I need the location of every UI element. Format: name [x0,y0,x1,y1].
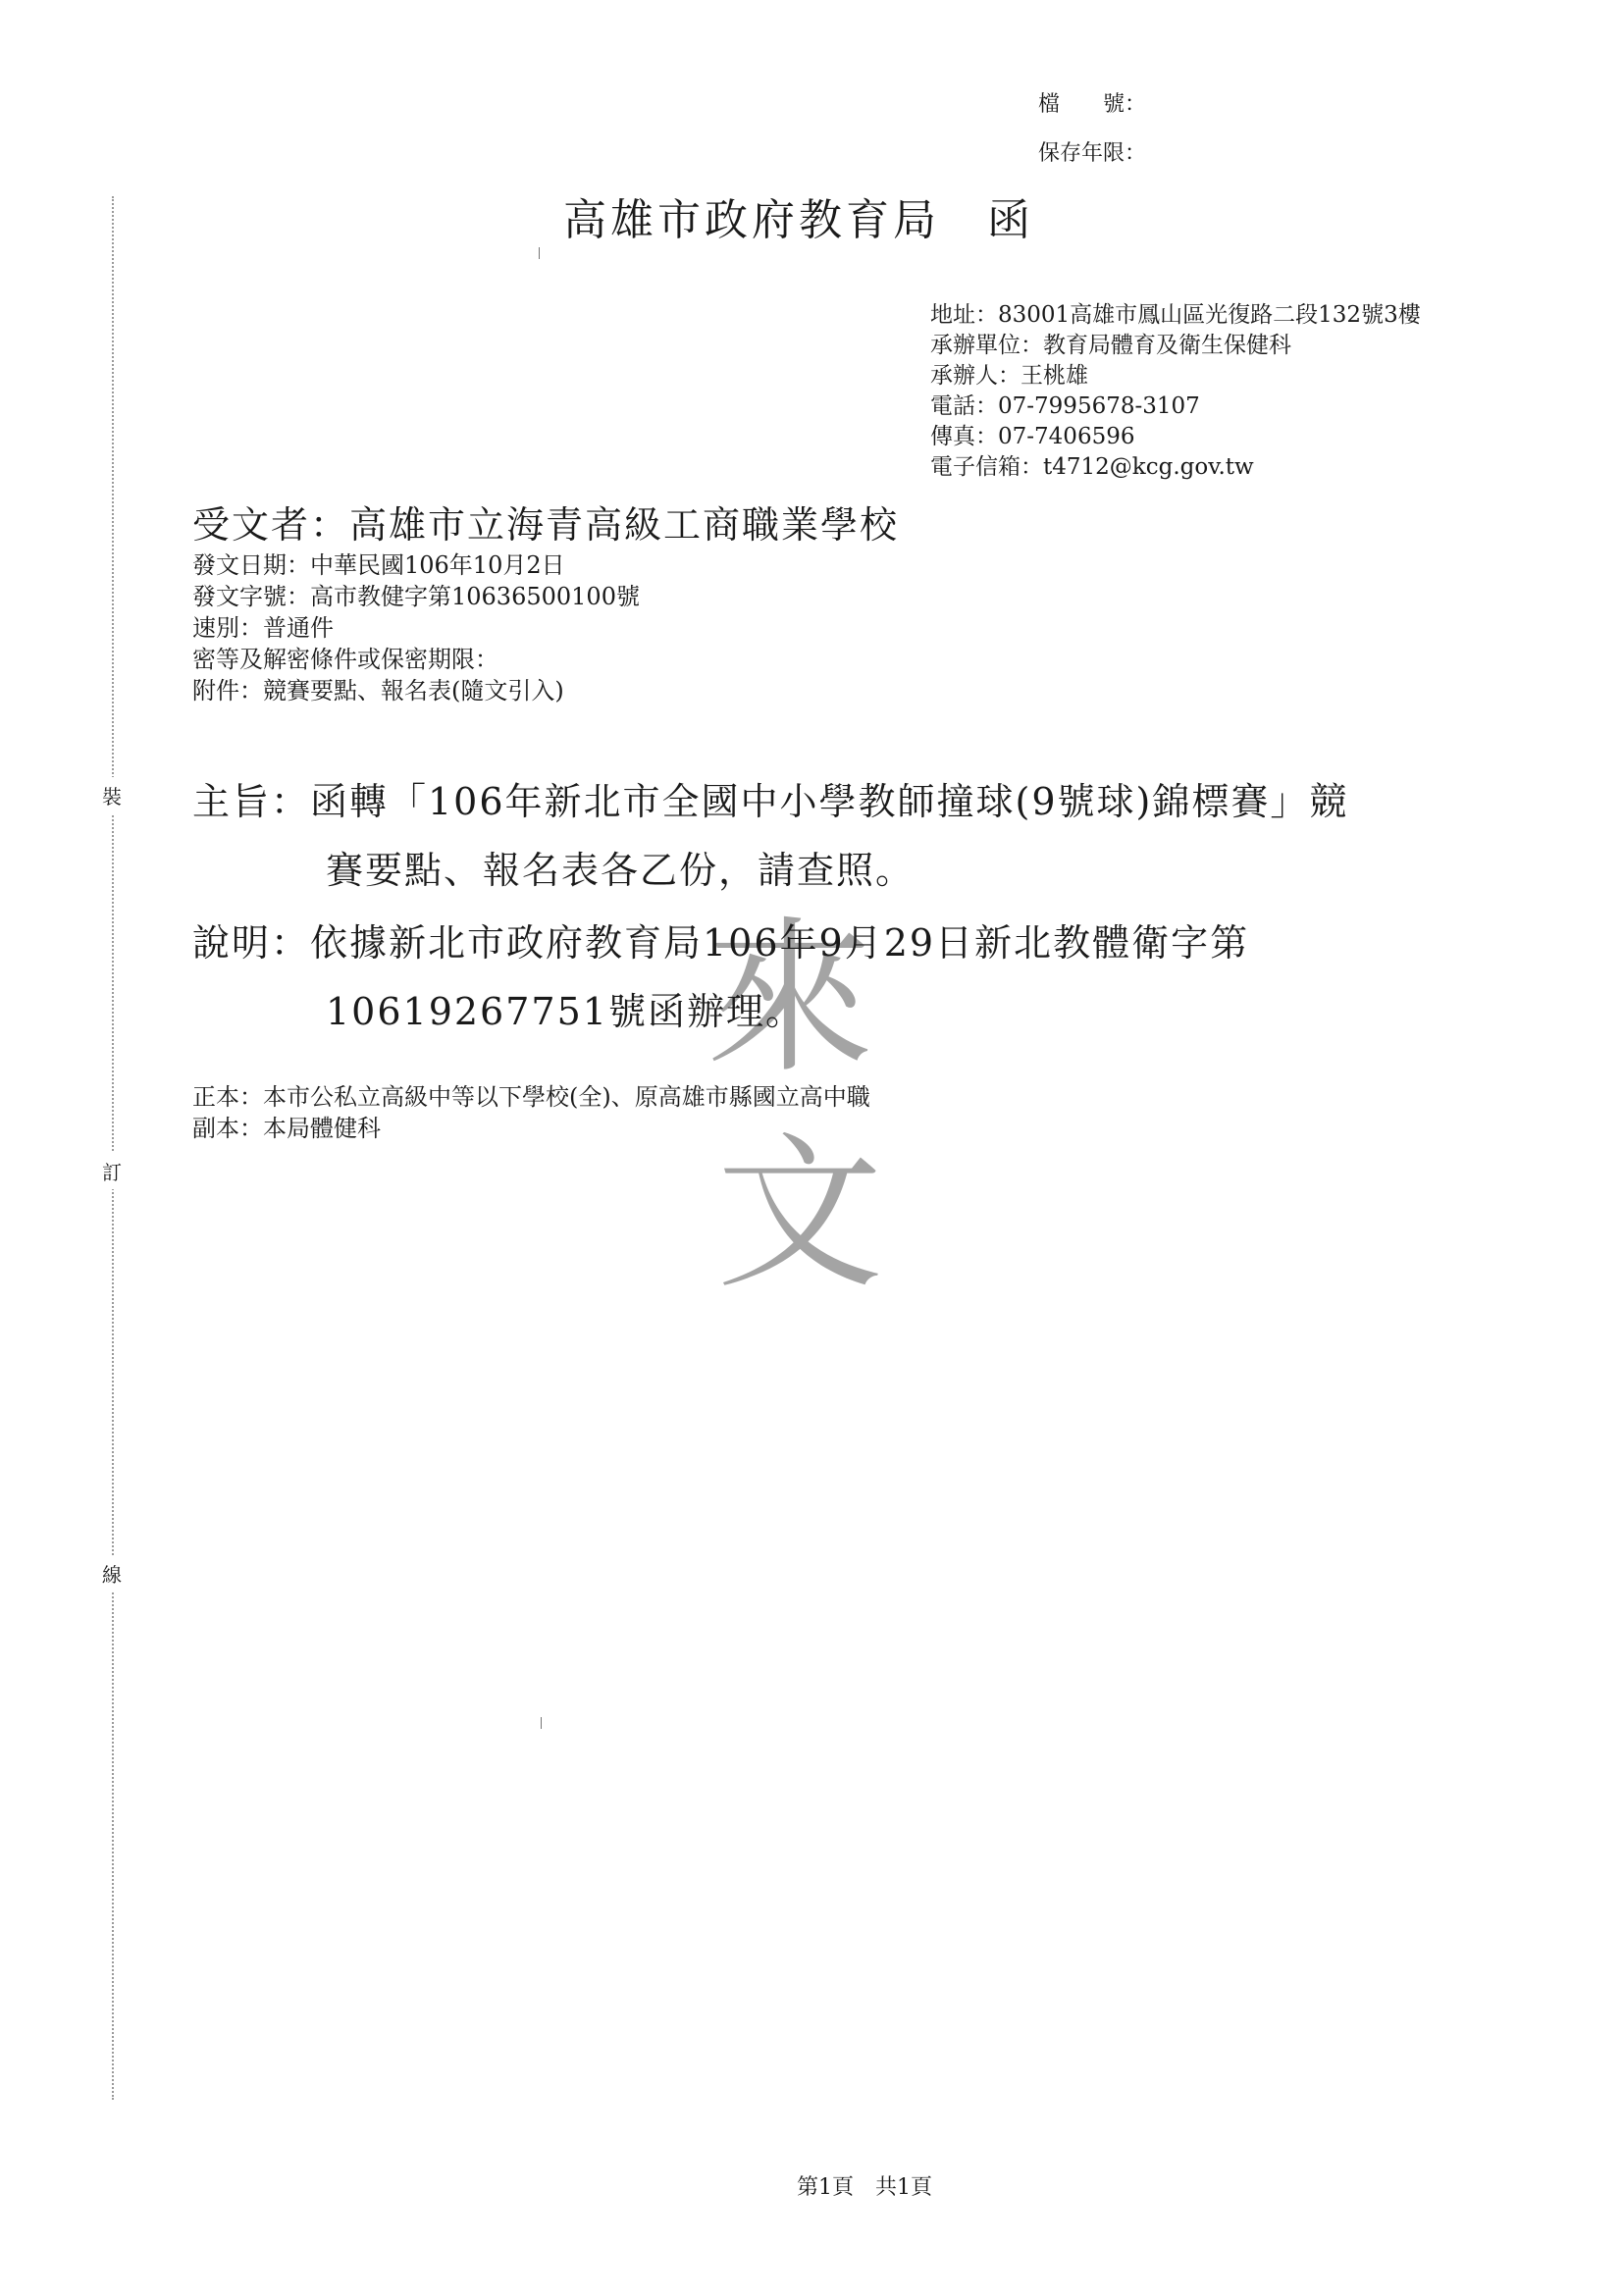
page-number: 第1頁 共1頁 [797,2175,932,2200]
issue-date: 發文日期：中華民國106年10月2日 [192,551,565,579]
meta-block [192,549,640,706]
binding-char-ding: 訂 [102,1153,122,1189]
contact-address: 地址：83001高雄市鳳山區光復路二段132號3樓 [930,302,1421,328]
binding-dotted-line [112,196,114,2100]
binding-char-xian: 線 [102,1555,122,1592]
recipient: 受文者：高雄市立海青高級工商職業學校 [192,503,900,547]
document-title: 高雄市政府教育局 函 [563,195,1034,245]
distribution-original: 正本：本市公私立高級中等以下學校(全)、原高雄市縣國立高中職 [192,1083,870,1111]
registration-tick-top [539,247,540,259]
contact-handler: 承辦人：王桃雄 [930,363,1088,389]
contact-fax: 傳真：07-7406596 [930,424,1135,449]
attachment: 附件：競賽要點、報名表(隨文引入) [192,677,564,704]
received-stamp-wen: 文 [716,1118,884,1312]
explanation-line-2: 10619267751號函辦理。 [326,990,805,1033]
document-number: 發文字號：高市教健字第10636500100號 [192,583,640,610]
speed-class: 速別：普通件 [192,614,334,642]
explanation-line-1: 說明：依據新北市政府教育局106年9月29日新北教體衛字第 [192,921,1250,965]
binding-char-zhuang: 裝 [102,777,122,813]
contact-phone: 電話：07-7995678-3107 [930,393,1200,419]
subject-line-1: 主旨：函轉「106年新北市全國中小學教師撞球(9號球)錦標賽」競 [192,780,1349,823]
distribution-block [192,1081,870,1144]
contact-email: 電子信箱：t4712@kcg.gov.tw [930,454,1254,480]
distribution-copy: 副本：本局體健科 [192,1115,381,1142]
received-stamp-lai: 來 [707,902,874,1096]
secrecy-level: 密等及解密條件或保密期限： [192,646,498,673]
subject-line-2: 賽要點、報名表各乙份，請查照。 [326,849,916,892]
contact-unit: 承辦單位：教育局體育及衛生保健科 [930,333,1291,358]
retention-period-label: 保存年限： [1038,141,1147,166]
file-number-label: 檔 號： [1038,92,1147,117]
contact-block [930,300,1421,483]
registration-tick-bottom [541,1717,542,1729]
